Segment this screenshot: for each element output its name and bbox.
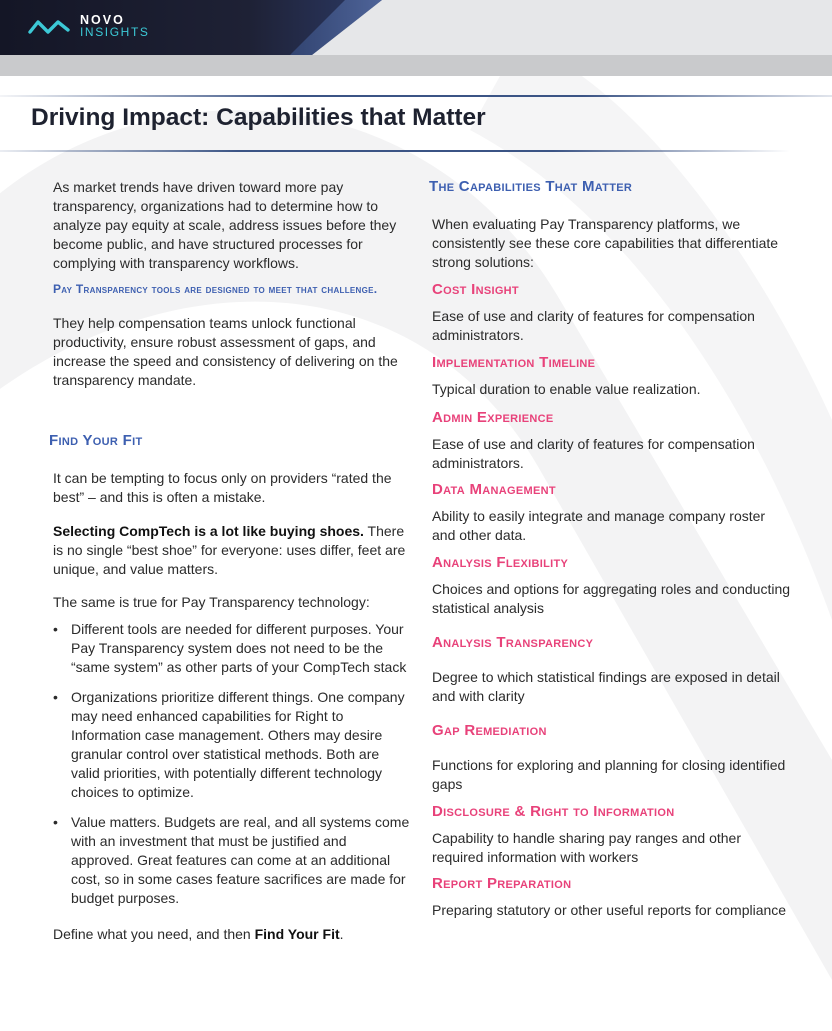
capability-title: Implementation Timeline — [432, 354, 596, 371]
capability-title: Analysis Flexibility — [432, 554, 569, 571]
page-title: Driving Impact: Capabilities that Matter — [31, 104, 486, 131]
capability-gap-remediation — [432, 722, 792, 794]
capability-title: Analysis Transparency — [432, 634, 594, 651]
capability-desc: Ease of use and clarity of features for compensation administrators. — [432, 436, 755, 471]
capability-desc: Degree to which statistical findings are exposed in detail and with clarity — [432, 669, 780, 704]
title-rule-bottom — [0, 150, 790, 152]
capability-data-management — [432, 481, 792, 545]
right-column — [429, 178, 792, 920]
logo-wordmark-top: NOVO — [80, 13, 125, 27]
same-paragraph: The same is true for Pay Transparency technology: — [53, 594, 370, 610]
define-paragraph — [53, 925, 411, 944]
logo-wordmark-bottom: INSIGHTS — [80, 25, 150, 39]
tempting-paragraph: It can be tempting to focus only on providers “rated the best” – and this is often a mistake. — [53, 470, 392, 505]
define-period: . — [339, 926, 344, 942]
title-rule-top — [0, 95, 832, 97]
capabilities-intro: When evaluating Pay Transparency platforms, we consistently see these core capabilities that differentiate strong solutions: — [432, 216, 779, 270]
capability-analysis-flexibility — [432, 554, 792, 618]
intro-paragraph: As market trends have driven toward more pay transparency, organizations had to determine how to analyze pay equity at scale, address issues before they become public, and have structured processes for complying with transparency workflows. — [53, 179, 397, 271]
capability-desc: Capability to handle sharing pay ranges and other required information with workers — [432, 830, 741, 865]
find-your-fit-link[interactable]: Find Your Fit — [254, 926, 340, 942]
capability-disclosure — [432, 803, 792, 867]
capability-report-preparation — [432, 875, 792, 920]
list-item: • Value matters. Budgets are real, and all systems come with an investment that must be justified and approved. Great features can come at an additional cost, so in some cases feature sacrifices are made for budget purposes. — [53, 813, 411, 908]
shoes-bold-text: Selecting CompTech is a lot like buying shoes. — [53, 523, 364, 539]
capability-admin-experience — [432, 409, 792, 473]
list-item: • Different tools are needed for different purposes. Your Pay Transparency system does not need to be the “same system” as other parts of your CompTech stack — [53, 620, 411, 677]
shoes-paragraph — [53, 522, 411, 579]
capability-title: Gap Remediation — [432, 722, 547, 739]
wave-logo-icon — [28, 14, 72, 38]
capabilities-heading: The Capabilities That Matter — [429, 178, 633, 195]
list-item: • Organizations prioritize different things. One company may need enhanced capabilities for Right to Information case management. Others may desire granular control over statistical methods. Both are valid priorities, with potentially different technology choices to optimize. — [53, 688, 411, 802]
capability-desc: Choices and options for aggregating roles and conducting statistical analysis — [432, 581, 791, 616]
brand-logo[interactable] — [28, 14, 149, 38]
capability-cost-insight — [432, 281, 792, 345]
capability-title: Data Management — [432, 481, 556, 498]
bullet-list — [53, 620, 411, 908]
define-text: Define what you need, and then — [53, 926, 255, 942]
capability-desc: Ability to easily integrate and manage company roster and other data. — [432, 508, 766, 543]
capability-analysis-transparency — [432, 634, 792, 706]
help-paragraph: They help compensation teams unlock functional productivity, ensure robust assessment of gaps, and increase the speed and consistency of delivering on the transparency mandate. — [53, 315, 398, 388]
capability-desc: Ease of use and clarity of features for compensation administrators. — [432, 308, 755, 343]
capability-desc: Typical duration to enable value realization. — [432, 381, 701, 397]
capability-desc: Preparing statutory or other useful reports for compliance — [432, 902, 787, 918]
capability-title: Admin Experience — [432, 409, 554, 426]
capability-title: Report Preparation — [432, 875, 572, 892]
callout-text: Pay Transparency tools are designed to meet that challenge. — [53, 282, 378, 296]
left-column — [49, 178, 411, 944]
capability-desc: Functions for exploring and planning for closing identified gaps — [432, 757, 786, 792]
capability-implementation-timeline — [432, 354, 792, 399]
header-gray-strip — [0, 55, 832, 76]
capability-title: Disclosure & Right to Information — [432, 803, 675, 820]
find-your-fit-heading: Find Your Fit — [49, 432, 143, 449]
shoes-rest-text: There is no single “best shoe” for everyone: uses differ, feet are unique, and value matters. — [53, 523, 406, 577]
capability-title: Cost Insight — [432, 281, 519, 298]
